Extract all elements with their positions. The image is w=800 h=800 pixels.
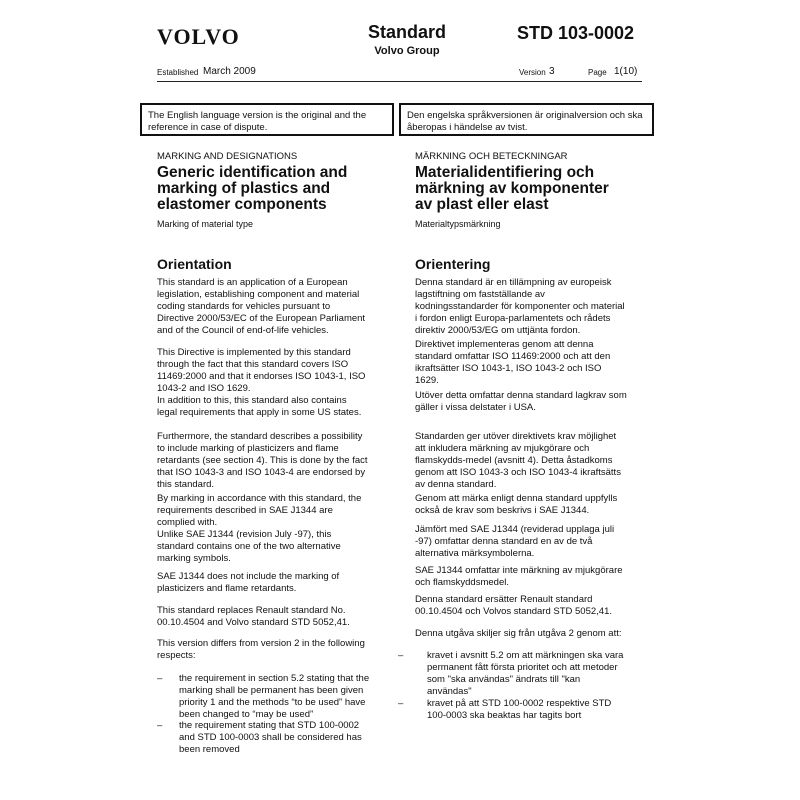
version-label: Version — [519, 68, 546, 77]
heading-en: Orientation — [157, 256, 232, 272]
topic-sv: MÄRKNING OCH BETECKNINGAR — [415, 151, 568, 162]
bullet-text-sv: kravet på att STD 100-0002 respektive STD 100-0003 ska beaktas har tagits bort — [427, 698, 612, 721]
title-sv: Materialidentifiering och märkning av komponenter av plast eller elast — [415, 164, 609, 213]
paragraph-en: This standard is an application of a European legislation, establishing component and material coding standards for vehicles pursuant to Directive 2000/53/EC of the European Parliament and of the Council of end-of-life vehicles. — [157, 277, 366, 336]
paragraph-sv: Denna standard är en tillämpning av europeisk lagstiftning om fastställande av kodningsstandarder för komponenter och material i fordon enligt Europa-parlamentets och rådets direktiv 2000/53/EG om uttjänta fordon. — [415, 277, 625, 336]
dash-marker: – — [398, 698, 404, 709]
paragraph-en: By marking in accordance with this standard, the requirements described in SAE J1344 are complied with. — [157, 493, 362, 528]
subtitle-en: Marking of material type — [157, 219, 254, 229]
topic-en: MARKING AND DESIGNATIONS — [157, 151, 298, 162]
heading-sv: Orientering — [415, 256, 491, 272]
established-label: Established — [157, 68, 199, 77]
paragraph-sv: Standarden ger utöver direktivets krav möjlighet att inkludera märkning av mjukgörare och flamskydds-medel (avsnitt 4). Detta åstadkoms genom att ISO 1043-3 och ISO 1043-4 ikraftsätts av denna standard. — [415, 431, 621, 490]
notice-box-en — [140, 103, 394, 136]
organization: Volvo Group — [374, 45, 440, 57]
paragraph-sv: Genom att märka enligt denna standard uppfylls också de krav som beskrivs i SAE J1344. — [415, 493, 618, 516]
notice-text-en: The English language version is the original and the reference in case of dispute. — [148, 110, 367, 133]
title-en: Generic identification and marking of plastics and elastomer components — [157, 164, 348, 213]
standard-number: STD 103-0002 — [517, 23, 635, 43]
paragraph-en: Unlike SAE J1344 (revision July -97), this standard contains one of the two alternative marking symbols. — [157, 529, 341, 564]
header-divider — [157, 81, 642, 82]
bullet-item-en — [157, 720, 377, 770]
paragraph-en: This version differs from version 2 in the following respects: — [157, 638, 365, 661]
subtitle-sv: Materialtypsmärkning — [415, 219, 501, 229]
paragraph-en: This Directive is implemented by this standard through the fact that this standard covers ISO 11469:2000 and that it endorses ISO 1043-1, ISO 1043-2 and ISO 1629. — [157, 347, 366, 394]
bullet-text-sv: kravet i avsnitt 5.2 om att märkningen ska vara permanent fått första prioritet och att metoder som "ska användas" ändrats till "kan användas" — [427, 650, 624, 697]
paragraph-sv: Jämfört med SAE J1344 (reviderad upplaga juli -97) omfattar denna standard en av de två alternativa märksymbolerna. — [415, 524, 615, 559]
paragraph-en: Furthermore, the standard describes a possibility to include marking of plasticizers and flame retardants (see section 4). This is done by the fact that ISO 1043-3 and ISO 1043-4 are endorsed by this standard. — [157, 431, 368, 490]
volvo-logo: VOLVO — [157, 24, 240, 49]
paragraph-en: In addition to this, this standard also contains legal requirements that apply in some US states. — [157, 395, 362, 418]
notice-box-sv — [399, 103, 654, 136]
version-value: 3 — [549, 66, 555, 77]
bullet-item-sv — [398, 698, 618, 738]
dash-marker: – — [157, 720, 163, 731]
established-value: March 2009 — [203, 66, 256, 77]
page-label: Page — [588, 68, 607, 77]
paragraph-sv: Denna utgåva skiljer sig från utgåva 2 genom att: — [415, 628, 622, 639]
bullet-item-sv — [398, 650, 624, 700]
page-value: 1(10) — [614, 66, 638, 77]
dash-marker: – — [398, 650, 404, 661]
bullet-text-en: the requirement stating that STD 100-0002 and STD 100-0003 shall be considered has been removed — [179, 720, 362, 755]
bullet-text-en: the requirement in section 5.2 stating that the marking shall be permanent has been given priority 1 and the methods “to be used” have been changed to “may be used” — [179, 673, 370, 720]
dash-marker: – — [157, 673, 163, 684]
paragraph-en: SAE J1344 does not include the marking of plasticizers and flame retardants. — [157, 571, 340, 594]
paragraph-en: This standard replaces Renault standard No. 00.10.4504 and Volvo standard STD 5052,41. — [157, 605, 350, 628]
paragraph-sv: Utöver detta omfattar denna standard lagkrav som gäller i vissa delstater i USA. — [415, 390, 627, 413]
paragraph-sv: Denna standard ersätter Renault standard 00.10.4504 och Volvos standard STD 5052,41. — [415, 594, 612, 617]
notice-text-sv: Den engelska språkversionen är originalversion och ska åberopas i händelse av tvist. — [407, 110, 643, 133]
paragraph-sv: Direktivet implementeras genom att denna standard omfattar ISO 11469:2000 och att den ikraftsätter ISO 1043-1, ISO 1043-2 och ISO 1629. — [415, 339, 611, 386]
paragraph-sv: SAE J1344 omfattar inte märkning av mjukgörare och flamskyddsmedel. — [415, 565, 623, 588]
document-type: Standard — [367, 22, 446, 42]
